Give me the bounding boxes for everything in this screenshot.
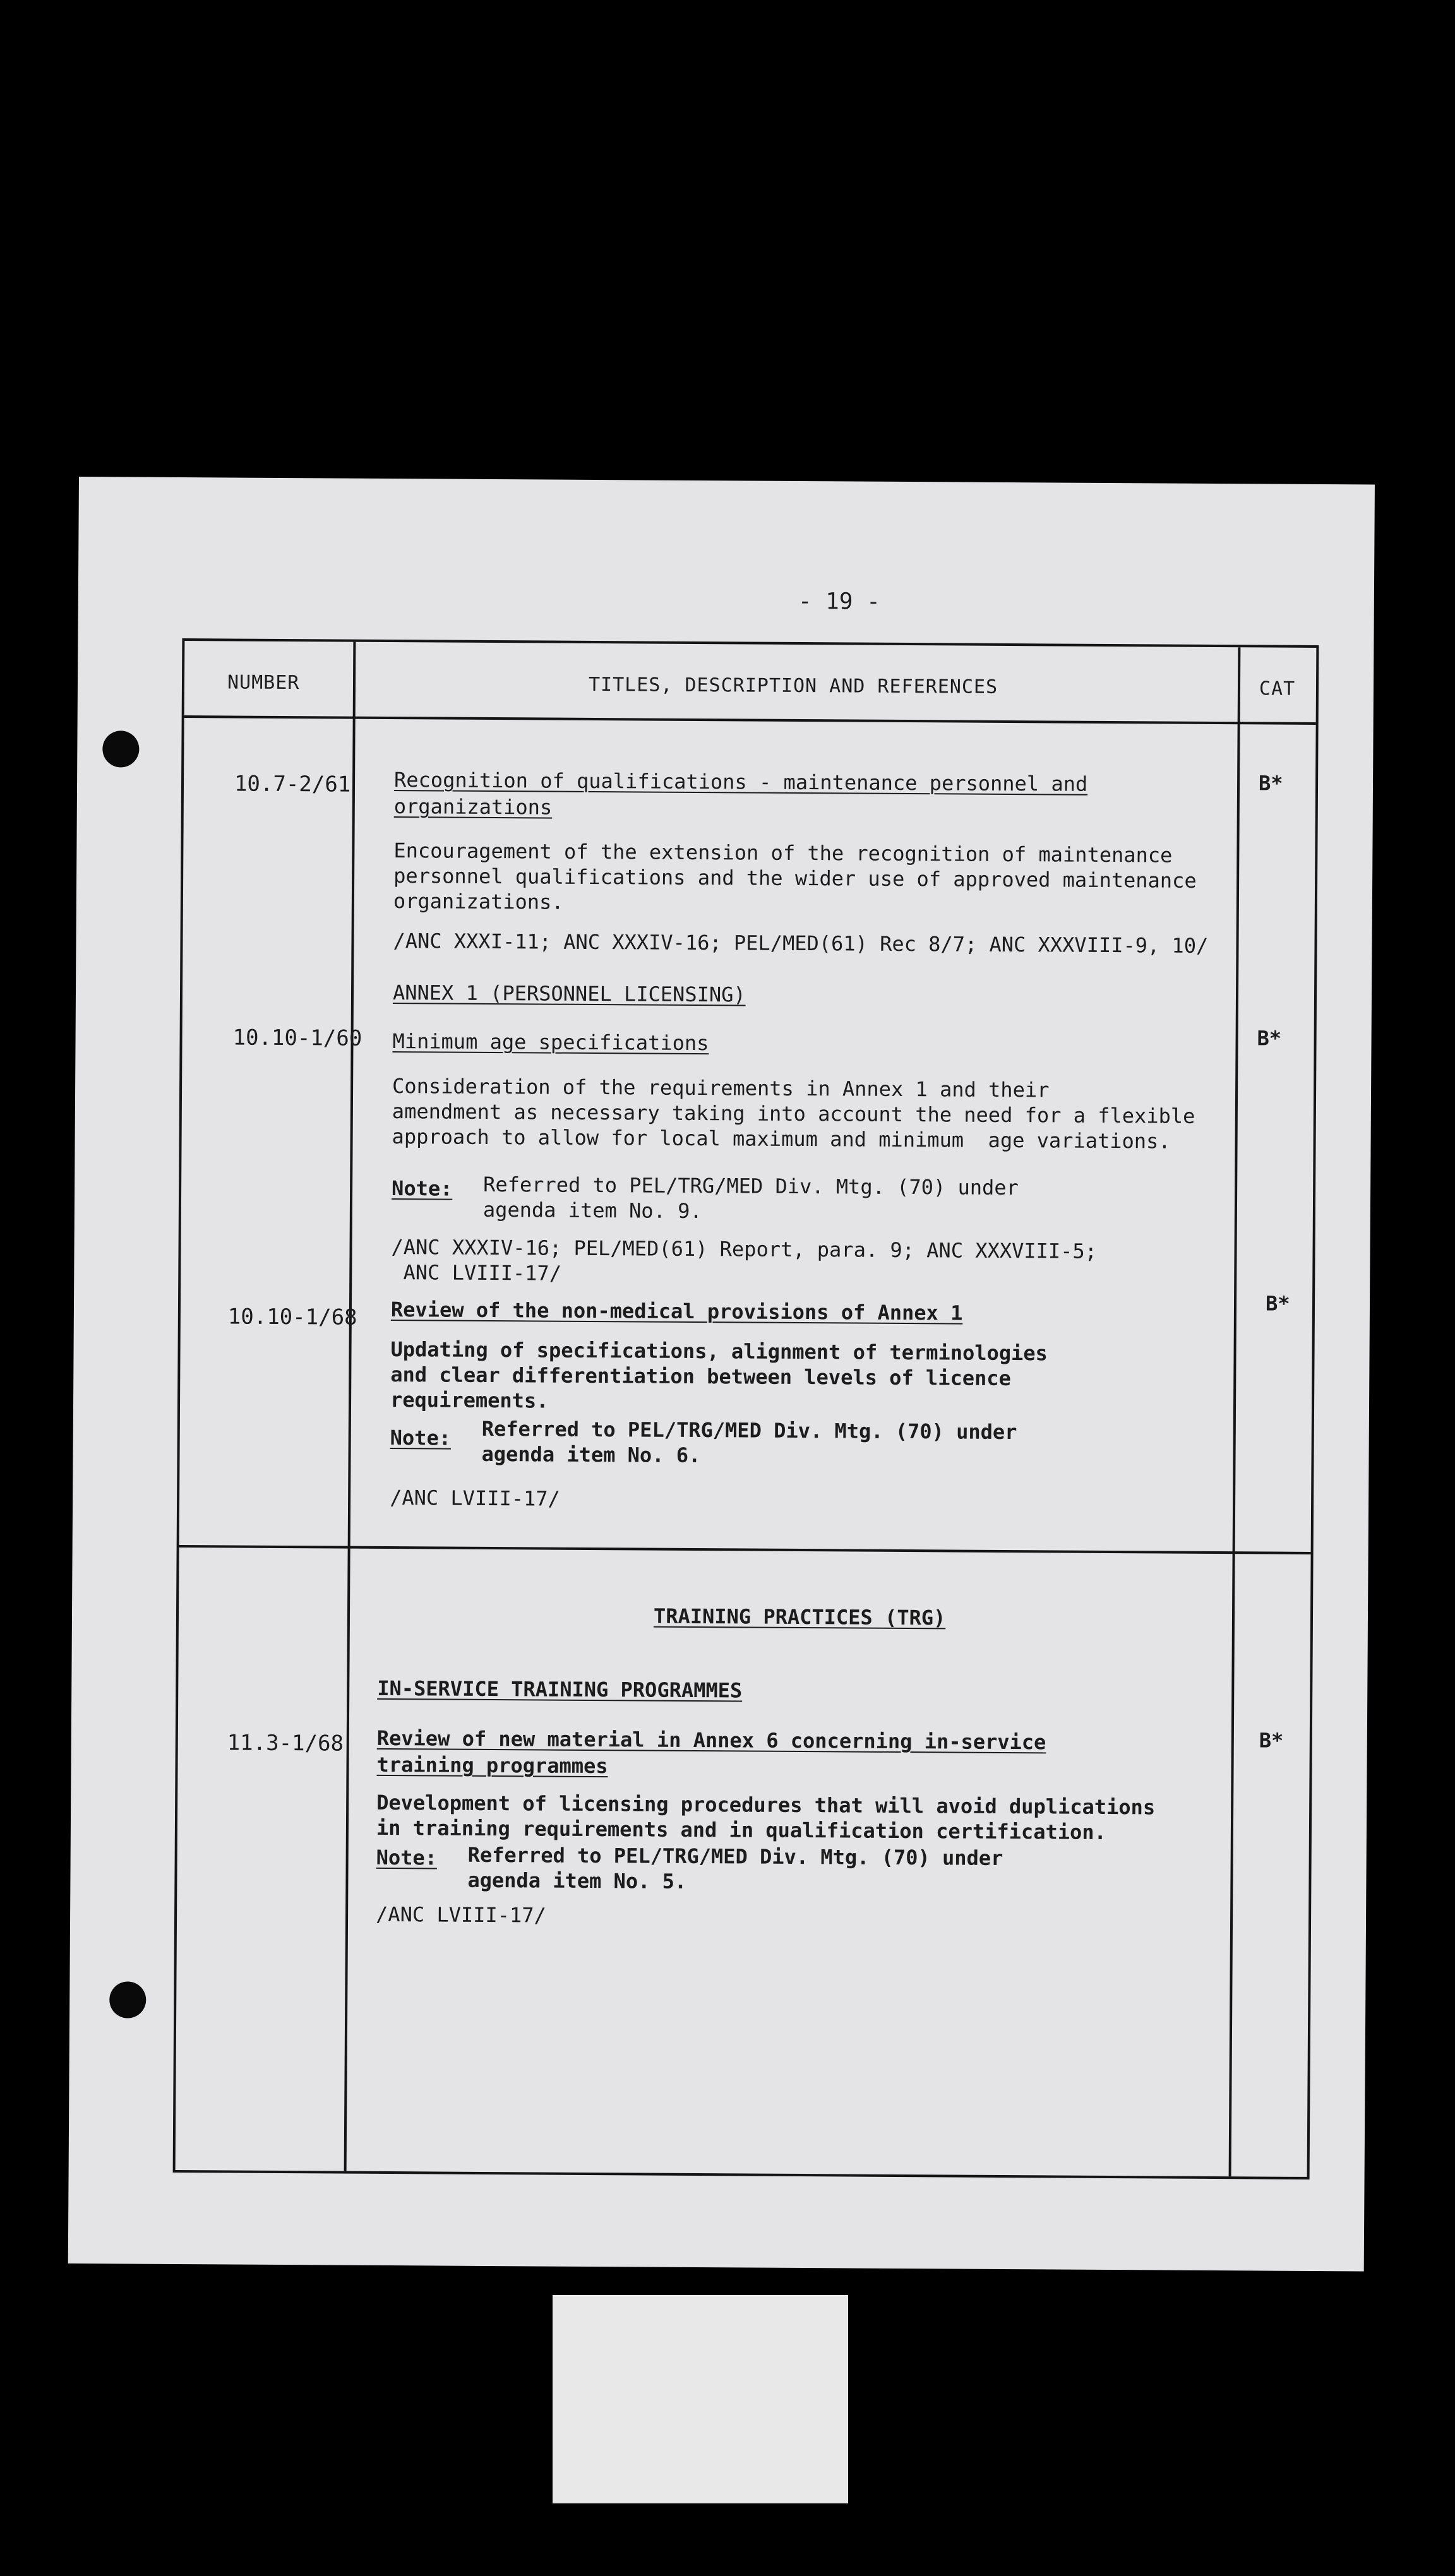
entry-reference: /ANC LVIII-17/ (375, 1902, 546, 1928)
entry-description: Updating of specifications, alignment of terminologies and clear differentiation between levels of licence requirements. (390, 1337, 1048, 1413)
section-heading: IN-SERVICE TRAINING PROGRAMMES (377, 1676, 743, 1703)
column-header-cat: CAT (1259, 677, 1296, 700)
entry-number: 10.7-2/61 (234, 771, 351, 797)
punch-hole (109, 1981, 146, 2018)
note-text: Referred to PEL/TRG/MED Div. Mtg. (70) under agenda item No. 5. (467, 1842, 1003, 1893)
entry-description: Encouragement of the extension of the recognition of maintenance personnel qualifications and the wider use of approved maintenance organizations. (393, 838, 1197, 914)
entry-description: Development of licensing procedures that will avoid duplications in training requirements and in qualification certification. (376, 1790, 1156, 1844)
entry-title: Review of new material in Annex 6 concerning in-service (376, 1726, 1046, 1755)
note-label: Note: (392, 1176, 453, 1201)
blank-label-patch (553, 2295, 848, 2503)
note-label: Note: (390, 1426, 452, 1450)
catalogue-table (173, 638, 1319, 2179)
punch-hole (102, 730, 139, 767)
entry-reference: /ANC LVIII-17/ (390, 1486, 560, 1511)
entry-title: training programmes (376, 1752, 608, 1779)
entry-category: B* (1259, 1728, 1284, 1753)
column-header-titles: TITLES, DESCRIPTION AND REFERENCES (588, 673, 998, 698)
entry-category: B* (1258, 771, 1283, 796)
section-heading: ANNEX 1 (PERSONNEL LICENSING) (392, 981, 746, 1007)
entry-reference: /ANC XXXI-11; ANC XXXIV-16; PEL/MED(61) Rec 8/7; ANC XXXVIII-9, 10/ (393, 929, 1209, 958)
entry-title: Recognition of qualifications - maintenance personnel and (393, 768, 1088, 796)
note-text: Referred to PEL/TRG/MED Div. Mtg. (70) under agenda item No. 6. (481, 1416, 1017, 1468)
entry-description: Consideration of the requirements in Annex 1 and their amendment as necessary taking into account the need for a flexible approach to allow for local maximum and minimum age variations. (392, 1074, 1195, 1154)
column-divider (344, 642, 356, 2171)
section-title: TRAINING PRACTICES (TRG) (653, 1604, 946, 1630)
entry-reference: /ANC XXXIV-16; PEL/MED(61) Report, para. 9; ANC XXXVIII-5; ANC LVIII-17/ (391, 1235, 1098, 1285)
entry-title: Minimum age specifications (392, 1029, 709, 1056)
page-number: - 19 - (798, 588, 880, 615)
entry-title: organizations (393, 794, 553, 820)
entry-number: 11.3-1/68 (227, 1730, 344, 1756)
column-divider (1229, 647, 1241, 2176)
entry-category: B* (1257, 1026, 1282, 1051)
note-text: Referred to PEL/TRG/MED Div. Mtg. (70) under agenda item No. 9. (482, 1172, 1019, 1224)
entry-category: B* (1265, 1291, 1290, 1316)
document-page (68, 477, 1375, 2271)
entry-number: 10.10-1/68 (227, 1304, 357, 1330)
column-header-number: NUMBER (227, 671, 300, 695)
note-label: Note: (376, 1845, 438, 1870)
entry-number: 10.10-1/60 (232, 1025, 362, 1051)
entry-title: Review of the non-medical provisions of Annex 1 (390, 1297, 963, 1325)
